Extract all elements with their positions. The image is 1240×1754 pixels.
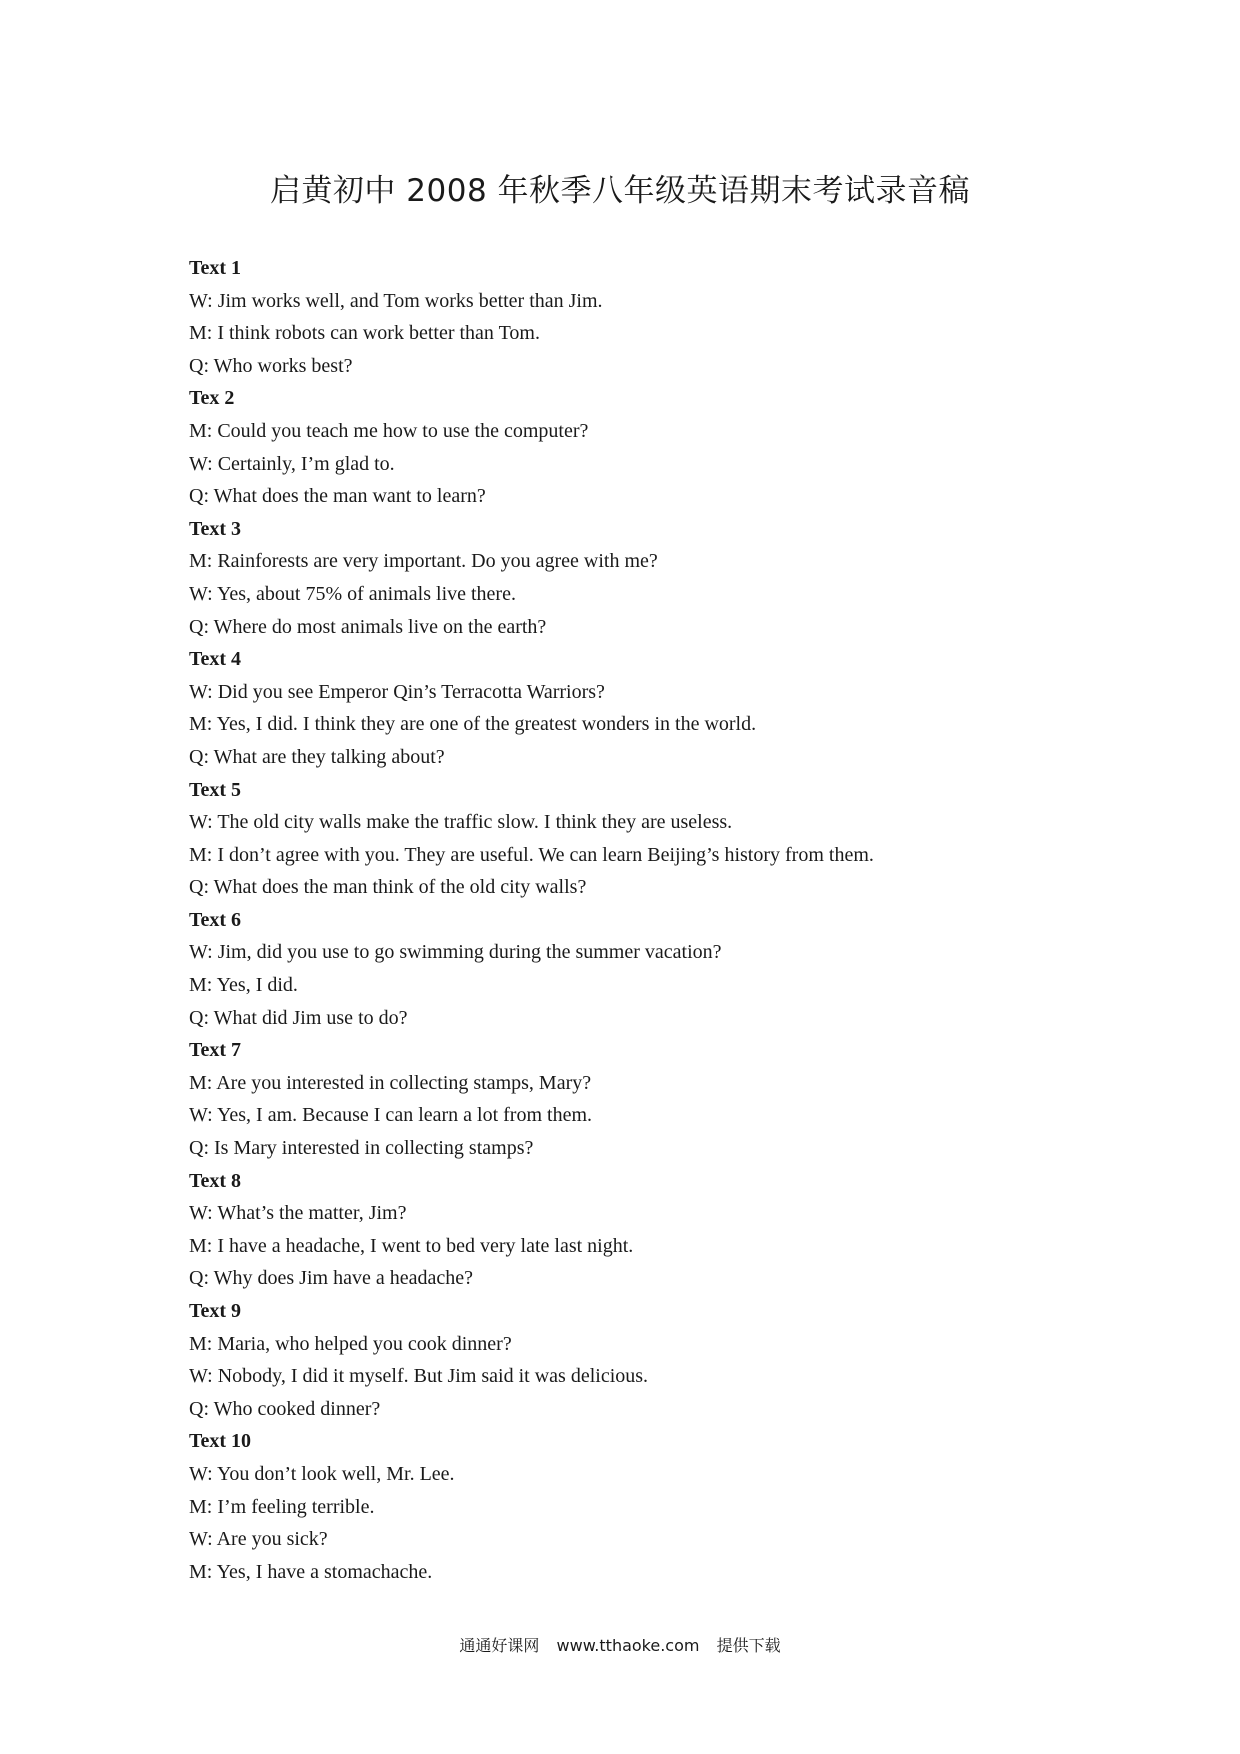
dialogue-line: M: I’m feeling terrible. (189, 1495, 375, 1518)
dialogue-line: M: Rainforests are very important. Do you agree with me? (189, 550, 658, 573)
section-heading: Text 8 (189, 1169, 242, 1192)
section-heading: Text 6 (189, 908, 242, 931)
question-line: Q: What does the man want to learn? (189, 485, 486, 508)
footer-suffix: 提供下载 (716, 1636, 781, 1655)
footer-url[interactable]: www.tthaoke.com (556, 1636, 700, 1655)
section-heading: Text 7 (189, 1039, 242, 1062)
transcript-section (189, 1034, 1189, 1164)
question-line: Q: Why does Jim have a headache? (189, 1267, 473, 1290)
section-heading: Text 5 (189, 778, 242, 801)
question-line: Q: What are they talking about? (189, 745, 445, 768)
transcript-body (189, 252, 1189, 1588)
question-line: Q: What did Jim use to do? (189, 1006, 408, 1029)
section-heading: Text 3 (189, 517, 242, 540)
question-line: Q: Who cooked dinner? (189, 1397, 381, 1420)
transcript-section (189, 1425, 1189, 1588)
dialogue-line: W: Jim works well, and Tom works better than Jim. (189, 289, 603, 312)
dialogue-line: M: Could you teach me how to use the computer? (189, 419, 589, 442)
transcript-section (189, 1165, 1189, 1295)
transcript-section (189, 382, 1189, 512)
dialogue-line: W: The old city walls make the traffic slow. I think they are useless. (189, 811, 733, 834)
dialogue-line: M: Yes, I did. I think they are one of the greatest wonders in the world. (189, 713, 757, 736)
page-footer (0, 1633, 1240, 1656)
dialogue-line: M: Yes, I have a stomachache. (189, 1560, 433, 1583)
dialogue-line: M: I have a headache, I went to bed very late last night. (189, 1234, 634, 1257)
dialogue-line: M: I think robots can work better than Tom. (189, 322, 540, 345)
question-line: Q: Who works best? (189, 354, 353, 377)
footer-site-name: 通通好课网 (459, 1636, 540, 1655)
dialogue-line: M: Maria, who helped you cook dinner? (189, 1332, 512, 1355)
transcript-section (189, 513, 1189, 643)
dialogue-line: W: Did you see Emperor Qin’s Terracotta Warriors? (189, 680, 605, 703)
dialogue-line: W: Jim, did you use to go swimming during the summer vacation? (189, 941, 722, 964)
dialogue-line: W: Certainly, I’m glad to. (189, 452, 395, 475)
dialogue-line: M: Yes, I did. (189, 974, 298, 997)
dialogue-line: W: Yes, about 75% of animals live there. (189, 582, 516, 605)
question-line: Q: What does the man think of the old city walls? (189, 876, 587, 899)
dialogue-line: M: Are you interested in collecting stamps, Mary? (189, 1071, 592, 1094)
transcript-section (189, 1295, 1189, 1425)
transcript-section (189, 774, 1189, 904)
transcript-section (189, 252, 1189, 382)
document-title: 启黄初中 2008 年秋季八年级英语期末考试录音稿 (269, 173, 971, 209)
question-line: Q: Is Mary interested in collecting stamps? (189, 1137, 534, 1160)
transcript-section (189, 643, 1189, 773)
dialogue-line: W: Are you sick? (189, 1528, 328, 1551)
dialogue-line: W: You don’t look well, Mr. Lee. (189, 1462, 455, 1485)
dialogue-line: W: What’s the matter, Jim? (189, 1202, 407, 1225)
dialogue-line: W: Nobody, I did it myself. But Jim said it was delicious. (189, 1365, 649, 1388)
transcript-section (189, 904, 1189, 1034)
section-heading: Text 10 (189, 1430, 252, 1453)
section-heading: Text 1 (189, 257, 242, 279)
question-line: Q: Where do most animals live on the earth? (189, 615, 547, 638)
dialogue-line: M: I don’t agree with you. They are useful. We can learn Beijing’s history from them. (189, 843, 874, 866)
section-heading: Tex 2 (189, 387, 235, 410)
section-heading: Text 9 (189, 1300, 242, 1322)
dialogue-line: W: Yes, I am. Because I can learn a lot from them. (189, 1104, 593, 1127)
section-heading: Text 4 (189, 648, 242, 671)
